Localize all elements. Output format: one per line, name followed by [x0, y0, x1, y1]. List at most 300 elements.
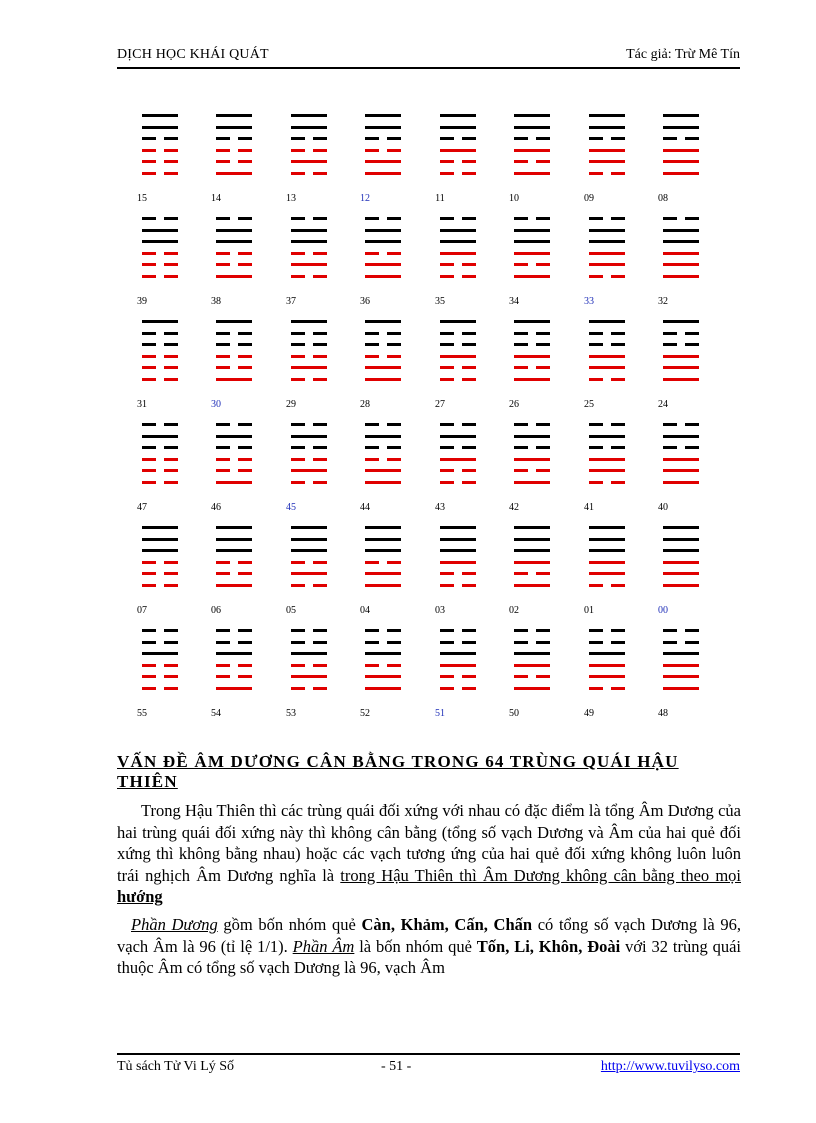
line-segment: [589, 687, 603, 690]
line-segment: [514, 172, 550, 175]
line-segment: [164, 172, 178, 175]
line-segment: [589, 366, 625, 369]
hexagram-number: 24: [658, 399, 668, 410]
yin-line: [589, 217, 625, 220]
line-segment: [365, 160, 401, 163]
line-segment: [440, 263, 454, 266]
line-segment: [291, 343, 305, 346]
hexagram-33: [589, 217, 625, 281]
line-segment: [291, 687, 305, 690]
line-segment: [164, 149, 178, 152]
hexagram-number: 03: [435, 605, 445, 616]
line-segment: [291, 172, 305, 175]
line-segment: [142, 641, 156, 644]
yin-line: [589, 641, 625, 644]
yang-line: [291, 435, 327, 438]
line-segment: [514, 549, 550, 552]
line-segment: [216, 664, 230, 667]
hexagram-10: [514, 114, 550, 178]
line-segment: [291, 435, 327, 438]
yang-line: [440, 114, 476, 117]
yang-line: [365, 481, 401, 484]
line-segment: [387, 217, 401, 220]
hexagram-14: [216, 114, 252, 178]
yang-line: [291, 469, 327, 472]
line-segment: [514, 114, 550, 117]
yang-line: [663, 675, 699, 678]
yang-line: [589, 549, 625, 552]
hexagram-number: 44: [360, 502, 370, 513]
yin-line: [589, 687, 625, 690]
line-segment: [216, 366, 230, 369]
line-segment: [142, 252, 156, 255]
yin-line: [291, 149, 327, 152]
yang-line: [663, 549, 699, 552]
yang-line: [589, 229, 625, 232]
section-title: VẤN ĐỀ ÂM DƯƠNG CÂN BẰNG TRONG 64 TRÙNG QUÁI HẬU THIÊN: [117, 752, 679, 791]
line-segment: [291, 275, 305, 278]
line-segment: [216, 126, 252, 129]
yang-line: [291, 572, 327, 575]
line-segment: [313, 355, 327, 358]
hexagram-55: [142, 629, 178, 693]
line-segment: [440, 240, 476, 243]
line-segment: [462, 172, 476, 175]
line-segment: [164, 378, 178, 381]
yang-line: [142, 229, 178, 232]
yin-line: [514, 332, 550, 335]
yin-line: [663, 137, 699, 140]
line-segment: [365, 572, 401, 575]
yin-line: [216, 160, 252, 163]
yin-line: [440, 137, 476, 140]
line-segment: [291, 641, 305, 644]
hexagram-number: 49: [584, 708, 594, 719]
yang-line: [365, 160, 401, 163]
yang-line: [365, 549, 401, 552]
yang-line: [514, 561, 550, 564]
yang-line: [440, 561, 476, 564]
yang-line: [514, 652, 550, 655]
line-segment: [291, 675, 327, 678]
line-segment: [611, 641, 625, 644]
yin-line: [440, 446, 476, 449]
yang-line: [142, 526, 178, 529]
yang-line: [142, 114, 178, 117]
hexagram-number: 12: [360, 193, 370, 204]
yang-line: [589, 664, 625, 667]
line-segment: [365, 561, 379, 564]
line-segment: [589, 343, 603, 346]
hexagram-38: [216, 217, 252, 281]
yang-line: [514, 240, 550, 243]
hexagram-25: [589, 320, 625, 384]
yin-line: [142, 641, 178, 644]
line-segment: [365, 641, 379, 644]
yin-line: [440, 172, 476, 175]
yang-line: [365, 126, 401, 129]
hexagram-54: [216, 629, 252, 693]
line-segment: [536, 137, 550, 140]
line-segment: [536, 446, 550, 449]
yang-line: [291, 229, 327, 232]
yang-line: [663, 366, 699, 369]
yang-line: [663, 458, 699, 461]
line-segment: [216, 172, 252, 175]
hexagram-number: 28: [360, 399, 370, 410]
hexagram-number: 00: [658, 605, 668, 616]
line-segment: [440, 687, 454, 690]
yin-line: [142, 366, 178, 369]
hexagram-number: 29: [286, 399, 296, 410]
yin-line: [440, 160, 476, 163]
yang-line: [216, 652, 252, 655]
yin-line: [291, 252, 327, 255]
line-segment: [536, 572, 550, 575]
hexagram-43: [440, 423, 476, 487]
line-segment: [611, 446, 625, 449]
line-segment: [365, 229, 401, 232]
footer-website-link[interactable]: http://www.tuvilyso.com: [600, 1059, 740, 1074]
line-segment: [238, 458, 252, 461]
yang-line: [365, 229, 401, 232]
line-segment: [238, 469, 252, 472]
line-segment: [291, 149, 305, 152]
yin-line: [142, 355, 178, 358]
line-segment: [440, 481, 454, 484]
yang-line: [589, 469, 625, 472]
yin-line: [514, 572, 550, 575]
line-segment: [365, 435, 401, 438]
line-segment: [611, 687, 625, 690]
line-segment: [387, 149, 401, 152]
line-segment: [238, 675, 252, 678]
yang-line: [440, 652, 476, 655]
line-segment: [313, 378, 327, 381]
line-segment: [313, 252, 327, 255]
line-segment: [365, 252, 379, 255]
line-segment: [216, 572, 230, 575]
line-segment: [589, 126, 625, 129]
line-segment: [313, 332, 327, 335]
hexagram-number: 39: [137, 296, 147, 307]
line-segment: [164, 263, 178, 266]
line-segment: [536, 629, 550, 632]
line-segment: [142, 446, 156, 449]
yang-line: [589, 435, 625, 438]
yin-line: [589, 423, 625, 426]
line-segment: [164, 458, 178, 461]
yang-line: [440, 549, 476, 552]
yin-line: [142, 629, 178, 632]
line-segment: [663, 366, 699, 369]
yin-line: [216, 458, 252, 461]
hexagram-02: [514, 526, 550, 590]
line-segment: [387, 664, 401, 667]
line-segment: [536, 366, 550, 369]
yang-line: [589, 538, 625, 541]
yang-line: [216, 172, 252, 175]
yin-line: [291, 446, 327, 449]
line-segment: [663, 446, 677, 449]
hexagram-number: 54: [211, 708, 221, 719]
yin-line: [291, 561, 327, 564]
yin-line: [291, 481, 327, 484]
hexagram-number: 35: [435, 296, 445, 307]
line-segment: [365, 458, 379, 461]
yin-line: [216, 149, 252, 152]
yin-line: [216, 641, 252, 644]
yin-line: [216, 366, 252, 369]
yang-line: [589, 320, 625, 323]
hexagram-05: [291, 526, 327, 590]
hexagram-15: [142, 114, 178, 178]
line-segment: [589, 355, 625, 358]
line-segment: [164, 217, 178, 220]
line-segment: [216, 561, 230, 564]
yang-line: [663, 664, 699, 667]
hexagram-09: [589, 114, 625, 178]
yang-line: [589, 675, 625, 678]
yin-line: [663, 641, 699, 644]
header-book-title: DỊCH HỌC KHÁI QUÁT: [117, 47, 269, 62]
hexagram-number: 46: [211, 502, 221, 513]
line-segment: [313, 481, 327, 484]
line-segment: [291, 423, 305, 426]
line-segment: [663, 469, 699, 472]
line-segment: [589, 229, 625, 232]
yin-line: [291, 172, 327, 175]
hexagram-52: [365, 629, 401, 693]
line-segment: [291, 664, 305, 667]
yin-line: [216, 343, 252, 346]
yin-line: [365, 458, 401, 461]
yang-line: [589, 160, 625, 163]
line-segment: [440, 320, 476, 323]
yin-line: [142, 446, 178, 449]
line-segment: [663, 114, 699, 117]
yang-line: [663, 275, 699, 278]
yang-line: [514, 526, 550, 529]
line-segment: [313, 446, 327, 449]
line-segment: [142, 263, 156, 266]
line-segment: [216, 629, 230, 632]
line-segment: [365, 320, 401, 323]
line-segment: [216, 252, 230, 255]
line-segment: [514, 538, 550, 541]
yin-line: [440, 378, 476, 381]
yin-line: [663, 629, 699, 632]
line-segment: [589, 320, 625, 323]
line-segment: [663, 458, 699, 461]
line-segment: [440, 172, 454, 175]
hexagram-number: 33: [584, 296, 594, 307]
line-segment: [142, 320, 178, 323]
yin-line: [589, 378, 625, 381]
line-segment: [440, 332, 454, 335]
hexagram-number: 55: [137, 708, 147, 719]
hexagram-12: [365, 114, 401, 178]
line-segment: [440, 275, 454, 278]
line-segment: [589, 652, 625, 655]
line-segment: [313, 687, 327, 690]
yang-line: [365, 240, 401, 243]
line-segment: [164, 664, 178, 667]
line-segment: [611, 584, 625, 587]
yin-line: [142, 172, 178, 175]
line-segment: [440, 629, 454, 632]
line-segment: [365, 366, 401, 369]
yin-line: [514, 423, 550, 426]
line-segment: [589, 263, 625, 266]
line-segment: [142, 343, 156, 346]
yang-line: [365, 378, 401, 381]
yang-line: [291, 675, 327, 678]
yang-line: [440, 458, 476, 461]
line-segment: [291, 217, 305, 220]
yin-line: [440, 481, 476, 484]
yang-line: [291, 160, 327, 163]
yang-line: [514, 355, 550, 358]
line-segment: [663, 217, 677, 220]
line-segment: [685, 217, 699, 220]
yin-line: [514, 160, 550, 163]
line-segment: [589, 137, 603, 140]
line-segment: [440, 652, 476, 655]
line-segment: [164, 137, 178, 140]
line-segment: [365, 469, 401, 472]
line-segment: [536, 332, 550, 335]
hexagram-51: [440, 629, 476, 693]
page-number: - 51 -: [381, 1059, 412, 1074]
line-segment: [164, 366, 178, 369]
line-segment: [291, 458, 305, 461]
line-segment: [514, 137, 528, 140]
line-segment: [462, 423, 476, 426]
line-segment: [365, 538, 401, 541]
yin-line: [365, 252, 401, 255]
line-segment: [440, 584, 454, 587]
line-segment: [313, 641, 327, 644]
yang-line: [365, 435, 401, 438]
line-segment: [238, 561, 252, 564]
yang-line: [291, 126, 327, 129]
hexagram-29: [291, 320, 327, 384]
line-segment: [589, 481, 603, 484]
yang-line: [216, 549, 252, 552]
line-segment: [611, 332, 625, 335]
line-segment: [663, 435, 699, 438]
line-segment: [164, 572, 178, 575]
line-segment: [589, 240, 625, 243]
hexagram-08: [663, 114, 699, 178]
yang-line: [589, 252, 625, 255]
yang-line: [291, 240, 327, 243]
yang-line: [216, 229, 252, 232]
line-segment: [365, 126, 401, 129]
line-segment: [611, 378, 625, 381]
line-segment: [514, 561, 550, 564]
hexagram-04: [365, 526, 401, 590]
yin-line: [291, 137, 327, 140]
yin-line: [142, 217, 178, 220]
line-segment: [291, 252, 305, 255]
line-segment: [462, 263, 476, 266]
line-segment: [387, 446, 401, 449]
line-segment: [291, 549, 327, 552]
yin-line: [663, 332, 699, 335]
yin-line: [365, 664, 401, 667]
line-segment: [440, 526, 476, 529]
yang-line: [663, 378, 699, 381]
yin-line: [440, 423, 476, 426]
line-segment: [387, 458, 401, 461]
yin-line: [514, 366, 550, 369]
line-segment: [164, 629, 178, 632]
line-segment: [589, 469, 625, 472]
yin-line: [142, 343, 178, 346]
yin-line: [440, 629, 476, 632]
yang-line: [365, 538, 401, 541]
hexagram-number: 11: [435, 193, 445, 204]
line-segment: [589, 538, 625, 541]
yang-line: [291, 320, 327, 323]
yin-line: [440, 263, 476, 266]
line-segment: [142, 149, 156, 152]
line-segment: [462, 366, 476, 369]
yang-line: [589, 561, 625, 564]
line-segment: [685, 343, 699, 346]
line-segment: [387, 343, 401, 346]
hexagram-number: 06: [211, 605, 221, 616]
line-segment: [216, 137, 230, 140]
yin-line: [365, 641, 401, 644]
hexagram-number: 05: [286, 605, 296, 616]
line-segment: [514, 687, 550, 690]
line-segment: [663, 584, 699, 587]
line-segment: [663, 561, 699, 564]
line-segment: [440, 675, 454, 678]
paragraph-1: [117, 800, 741, 908]
line-segment: [164, 469, 178, 472]
paragraph-2-text-2: có tổng số vạch Dương là 96, vạch Âm là 96 (tỉ lệ 1/1).: [117, 915, 741, 956]
yang-line: [663, 240, 699, 243]
yang-line: [663, 687, 699, 690]
line-segment: [663, 172, 699, 175]
hexagram-number: 45: [286, 502, 296, 513]
yang-line: [440, 240, 476, 243]
yin-line: [142, 275, 178, 278]
line-segment: [514, 664, 550, 667]
line-segment: [291, 572, 327, 575]
hexagram-32: [663, 217, 699, 281]
line-segment: [313, 561, 327, 564]
hexagram-35: [440, 217, 476, 281]
yin-line: [514, 675, 550, 678]
yin-line: [142, 378, 178, 381]
line-segment: [685, 629, 699, 632]
line-segment: [291, 263, 327, 266]
line-segment: [365, 664, 379, 667]
line-segment: [440, 549, 476, 552]
yin-line: [216, 137, 252, 140]
yang-line: [365, 584, 401, 587]
line-segment: [589, 561, 625, 564]
line-segment: [685, 423, 699, 426]
yang-line: [440, 664, 476, 667]
yin-line: [365, 217, 401, 220]
line-segment: [536, 160, 550, 163]
